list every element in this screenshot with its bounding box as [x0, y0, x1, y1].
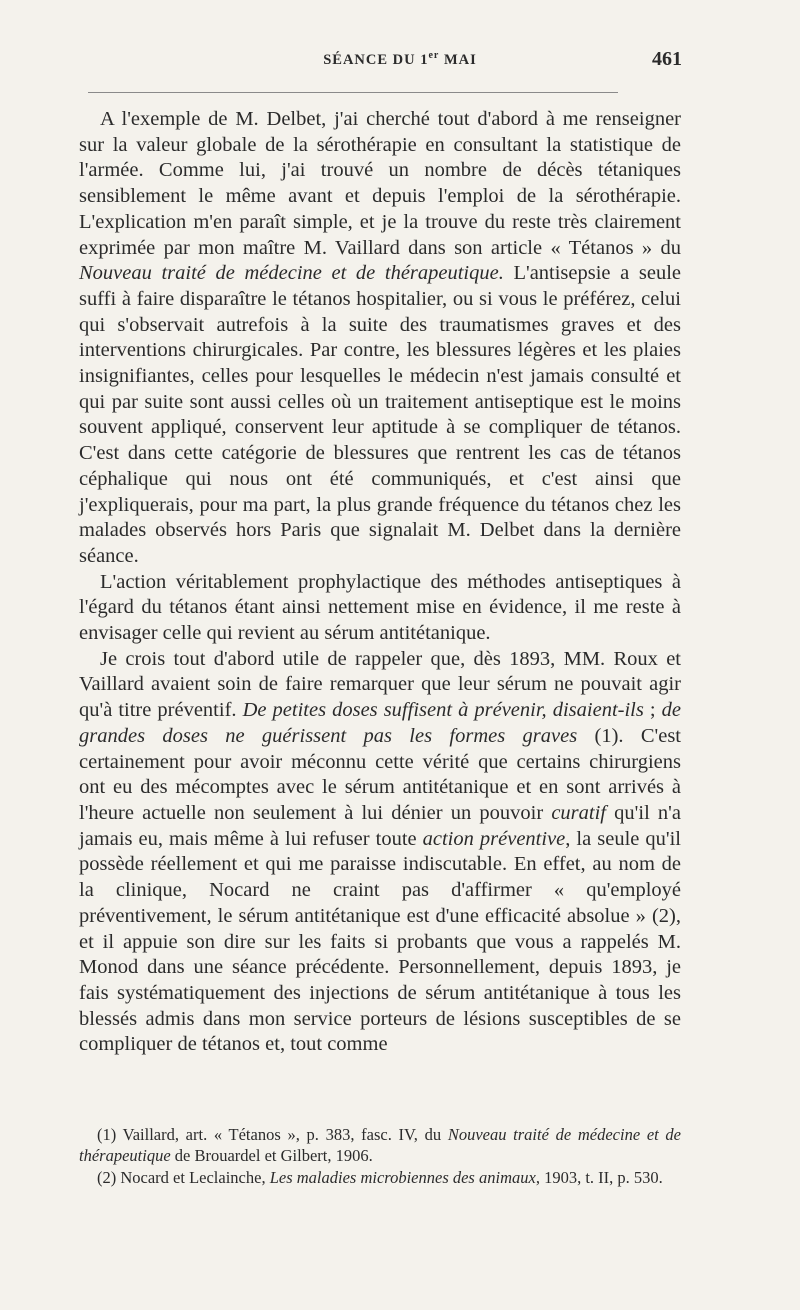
paragraph-3-text-e: , la seule qu'il possède réellement et qui me paraisse indiscutable. En effet, au nom de la clinique, Nocard ne craint pas d'affirmer « qu'employé préventivement, le sérum antitétanique est d'une efficacité absolue » (2), et il appuie son dire sur les faits si probants que vous a rappelés M. Monod dans une séance précédente. Personnellement, depuis 1893, je fais systématiquement des injections de sérum antitétanique à tous les blessés admis dans mon service porteurs de lésions susceptibles de se compliquer de tétanos et, tout comme	[79, 827, 681, 1056]
footnote-1	[79, 1124, 681, 1167]
footnote-2-text-b: , 1903, t. II, p. 530.	[535, 1167, 663, 1187]
footnote-1-text-b: de Brouardel et Gilbert, 1906.	[170, 1146, 373, 1166]
footnote-2-italic: Les maladies microbiennes des animaux	[269, 1167, 536, 1187]
paragraph-3-text-c: (1). C'est certainement pour avoir méconnu cette vérité que certains chirurgiens ont eu des mécomptes avec le sérum antitétanique et en sont arrivés à l'heure actuelle non seulement à lui dénier un pouvoir	[79, 724, 681, 824]
footnote-1-text-a: (1) Vaillard, art. « Tétanos », p. 383, fasc. IV, du	[97, 1125, 448, 1144]
paragraph-3-italic-1: De petites doses suffisent à prévenir, disaient-ils	[242, 699, 644, 722]
footnote-1-italic: Nouveau traité de médecine et de thérapeutique	[79, 1125, 682, 1166]
paragraph-2: L'action véritablement prophylactique des méthodes antiseptiques à l'égard du tétanos étant ainsi nettement mise en évidence, il me reste à envisager celle qui revient au sérum antitétanique.	[79, 570, 681, 645]
paragraph-1-text-b: L'antisepsie a seule suffi à faire disparaître le tétanos hospitalier, ou si vous le préférez, celui qui s'observait autrefois à la suite des traumatismes graves et des interventions chirurgicales. Par contre, les blessures légères et les plaies insignifiantes, celles pour lesquelles le médecin n'est jamais consulté et qui par suite sont aussi celles où un traitement antiseptique est le moins souvent appliqué, conservent leur aptitude à se compliquer de tétanos. C'est dans cette catégorie de blessures que rentrent les cas de tétanos céphalique qui nous ont été communiqués, et c'est ainsi que j'expliquerais, pour ma part, la plus grande fréquence du tétanos chez les malades observés hors Paris que signalait M. Delbet dans la dernière séance.	[79, 262, 681, 567]
paragraph-3-text-d: qu'il n'a jamais eu, mais même à lui refuser toute	[79, 801, 681, 850]
footnote-2	[79, 1167, 681, 1188]
running-title-suffix: MAI	[439, 51, 477, 68]
running-head	[0, 48, 800, 76]
paragraph-1-italic: Nouveau traité de médecine et de thérapeutique.	[79, 262, 504, 285]
running-title-prefix: SÉANCE DU 1	[323, 51, 429, 68]
paragraph-3-italic-2: de grandes doses ne guérissent pas les formes graves	[79, 699, 681, 747]
paragraph-3-text-a: Je crois tout d'abord utile de rappeler que, dès 1893, MM. Roux et Vaillard avaient soin de faire remarquer que leur sérum ne pouvait agir qu'à titre préventif.	[79, 647, 681, 722]
paragraph-1-text-a: A l'exemple de M. Delbet, j'ai cherché tout d'abord à me renseigner sur la valeur globale de la sérothérapie en consultant la statistique de l'armée. Comme lui, j'ai trouvé un nombre de décès tétaniques sensiblement le même avant et depuis l'emploi de la sérothérapie. L'explication m'en paraît simple, et je la trouve du reste très clairement exprimée par mon maître M. Vaillard dans son article « Tétanos » du	[79, 108, 681, 259]
body-text	[79, 107, 681, 1058]
paragraph-3-italic-4: action préventive	[422, 827, 566, 850]
running-title-sup: er	[428, 50, 440, 61]
footnotes	[79, 1124, 681, 1188]
paragraph-3-italic-3: curatif	[551, 801, 606, 824]
paragraph-3-text-b: ;	[643, 699, 662, 722]
header-rule	[88, 92, 618, 93]
paragraph-3	[79, 647, 681, 1058]
footnote-2-text-a: (2) Nocard et Leclainche,	[97, 1167, 270, 1187]
paragraph-1	[79, 107, 681, 570]
page-number: 461	[652, 48, 682, 70]
